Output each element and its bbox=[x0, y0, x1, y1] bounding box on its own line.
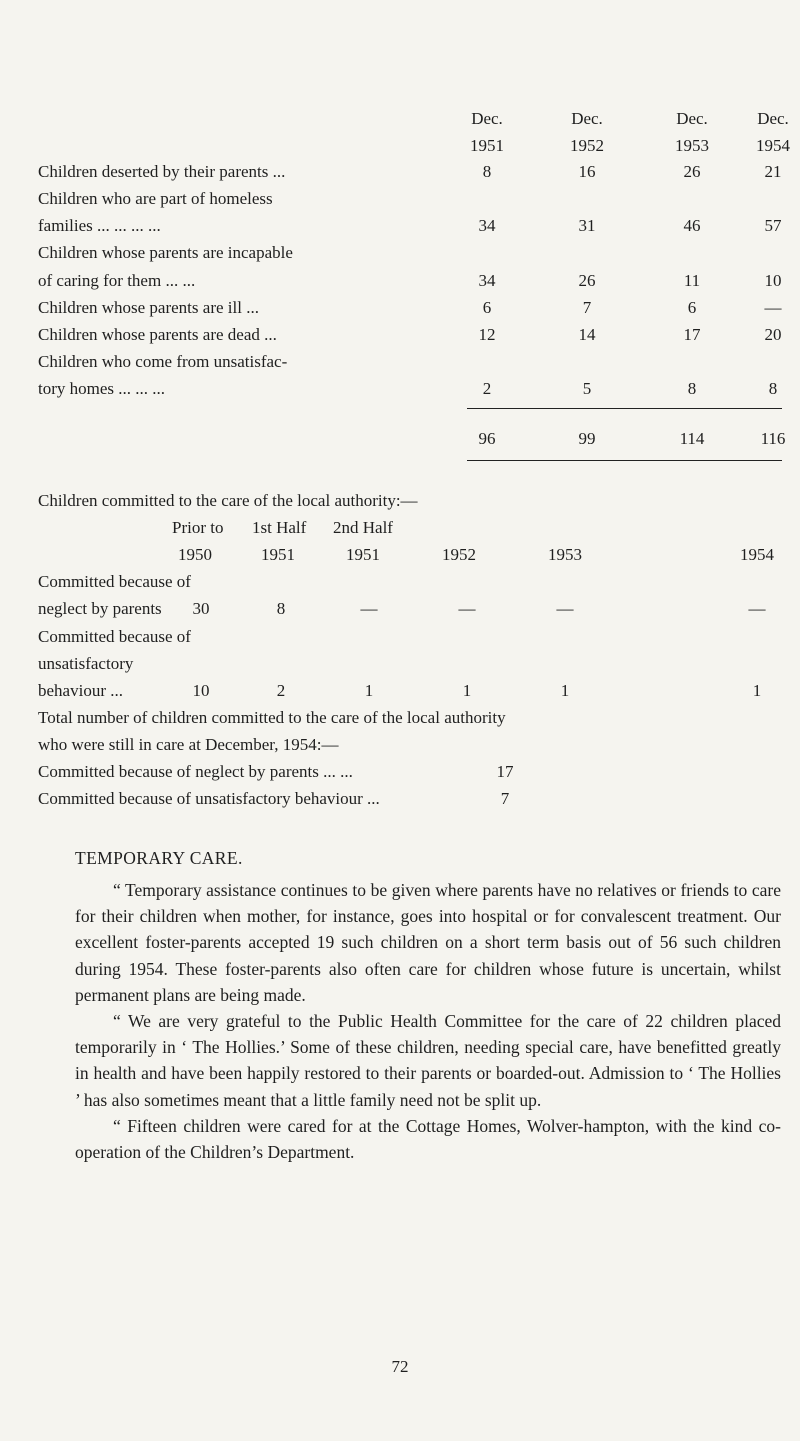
t2-cell: 8 bbox=[276, 599, 286, 618]
t1-cell: 8 bbox=[687, 379, 697, 398]
t1-row-label: Children who come from unsatisfac- bbox=[38, 352, 288, 371]
t1-row-label: Children whose parents are ill ... bbox=[38, 298, 259, 317]
t1-cell: 16 bbox=[578, 162, 596, 181]
t2-header-2nd-half: 2nd Half bbox=[333, 518, 393, 537]
t2-cell: 1 bbox=[752, 681, 762, 700]
section-body bbox=[75, 877, 781, 1165]
t2-year: 1953 bbox=[548, 545, 582, 564]
t1-cell: 26 bbox=[578, 271, 596, 290]
t1-total-rule bbox=[467, 408, 782, 409]
t1-cell: 34 bbox=[478, 271, 496, 290]
t1-row-label: Children who are part of homeless bbox=[38, 189, 273, 208]
paragraph: “ Temporary assistance continues to be given where parents have no relatives or friends to care for their children when mother, for instance, goes into hospital or for convalescent treatment. Our excellent foster-parents accepted 19 such children on a short term basis out of 56 such children during 1954. These foster-parents also often care for children whose future is uncertain, whilst permanent plans are being made. bbox=[75, 880, 781, 1005]
t2-cell: 30 bbox=[192, 599, 210, 618]
t2-year: 1952 bbox=[442, 545, 476, 564]
t2-year: 1950 bbox=[178, 545, 212, 564]
t1-cell: 10 bbox=[764, 271, 782, 290]
t2-cell: — bbox=[458, 599, 476, 618]
t1-row-label: of caring for them ... ... bbox=[38, 271, 196, 290]
t1-header-dec-1952: Dec. bbox=[571, 109, 603, 128]
t1-cell: 14 bbox=[578, 325, 596, 344]
still-in-care-label: Committed because of neglect by parents ... ... bbox=[38, 762, 353, 781]
t1-header-dec-1954: Dec. bbox=[757, 109, 789, 128]
t1-cell: 57 bbox=[764, 216, 782, 235]
t2-row-label: neglect by parents bbox=[38, 599, 162, 618]
t1-cell: 6 bbox=[687, 298, 697, 317]
t1-cell: 11 bbox=[683, 271, 701, 290]
t1-cell: 17 bbox=[683, 325, 701, 344]
t1-cell: 20 bbox=[764, 325, 782, 344]
t2-cell: — bbox=[556, 599, 574, 618]
t1-cell: 26 bbox=[683, 162, 701, 181]
t2-intro: Children committed to the care of the local authority:— bbox=[38, 491, 418, 510]
t2-row-label: Committed because of bbox=[38, 572, 191, 591]
t1-cell: 34 bbox=[478, 216, 496, 235]
t1-row-label: tory homes ... ... ... bbox=[38, 379, 166, 398]
t1-row-label: Children whose parents are incapable bbox=[38, 243, 293, 262]
t1-header-dec-1953: Dec. bbox=[676, 109, 708, 128]
t1-cell: 12 bbox=[478, 325, 496, 344]
t1-total-1954: 116 bbox=[760, 429, 786, 448]
t1-row-label: Children deserted by their parents ... bbox=[38, 162, 286, 181]
still-in-care-label: Committed because of unsatisfactory behaviour ... bbox=[38, 789, 380, 808]
paragraph: “ Fifteen children were cared for at the Cottage Homes, Wolver-hampton, with the kind co-operation of the Children’s Department. bbox=[75, 1115, 781, 1163]
page-number: 72 bbox=[391, 1357, 409, 1376]
t1-cell: 7 bbox=[582, 298, 592, 317]
t2-row-label: Committed because of bbox=[38, 627, 191, 646]
t2-cell: 1 bbox=[560, 681, 570, 700]
t2-header-1st-half: 1st Half bbox=[252, 518, 307, 537]
t1-cell: — bbox=[764, 298, 782, 317]
t2-cell: 10 bbox=[192, 681, 210, 700]
t1-total-1953: 114 bbox=[679, 429, 705, 448]
t1-cell: 31 bbox=[578, 216, 596, 235]
t2-cell: — bbox=[360, 599, 378, 618]
t2-header-prior-to: Prior to bbox=[172, 518, 224, 537]
t2-total-line: Total number of children committed to the care of the local authority bbox=[38, 708, 506, 727]
t1-bottom-rule bbox=[467, 460, 782, 461]
t1-total-1952: 99 bbox=[578, 429, 596, 448]
t1-header-dec-1951: Dec. bbox=[471, 109, 503, 128]
t2-total-line: who were still in care at December, 1954:— bbox=[38, 735, 339, 754]
t1-cell: 8 bbox=[768, 379, 778, 398]
t1-row-label: families ... ... ... ... bbox=[38, 216, 161, 235]
t2-row-label: behaviour ... bbox=[38, 681, 123, 700]
t2-cell: — bbox=[748, 599, 766, 618]
t1-cell: 21 bbox=[764, 162, 782, 181]
t1-row-label: Children whose parents are dead ... bbox=[38, 325, 277, 344]
t2-cell: 1 bbox=[364, 681, 374, 700]
t1-cell: 2 bbox=[482, 379, 492, 398]
t2-row-label: unsatisfactory bbox=[38, 654, 134, 673]
paragraph: “ We are very grateful to the Public Health Committee for the care of 22 children placed temporarily in ‘ The Hollies.’ Some of these children, needing special care, have benefitted greatly in health and have been happily restored to their parents or boarded-out. Admission to ‘ The Hollies ’ has also sometimes meant that a little family need not be split up. bbox=[75, 1011, 781, 1110]
t1-header-year-1954: 1954 bbox=[756, 136, 790, 155]
t2-year: 1951 bbox=[261, 545, 295, 564]
t2-cell: 2 bbox=[276, 681, 286, 700]
t1-cell: 6 bbox=[482, 298, 492, 317]
t2-year: 1954 bbox=[740, 545, 774, 564]
still-in-care-value: 7 bbox=[500, 789, 510, 808]
t1-header-year-1951: 1951 bbox=[470, 136, 504, 155]
still-in-care-value: 17 bbox=[496, 762, 514, 781]
t2-cell: 1 bbox=[462, 681, 472, 700]
t1-total-1951: 96 bbox=[478, 429, 496, 448]
t1-cell: 5 bbox=[582, 379, 592, 398]
t1-header-year-1952: 1952 bbox=[570, 136, 604, 155]
t1-cell: 46 bbox=[683, 216, 701, 235]
t2-year: 1951 bbox=[346, 545, 380, 564]
t1-cell: 8 bbox=[482, 162, 492, 181]
t1-header-year-1953: 1953 bbox=[675, 136, 709, 155]
section-heading: TEMPORARY CARE. bbox=[75, 848, 243, 868]
